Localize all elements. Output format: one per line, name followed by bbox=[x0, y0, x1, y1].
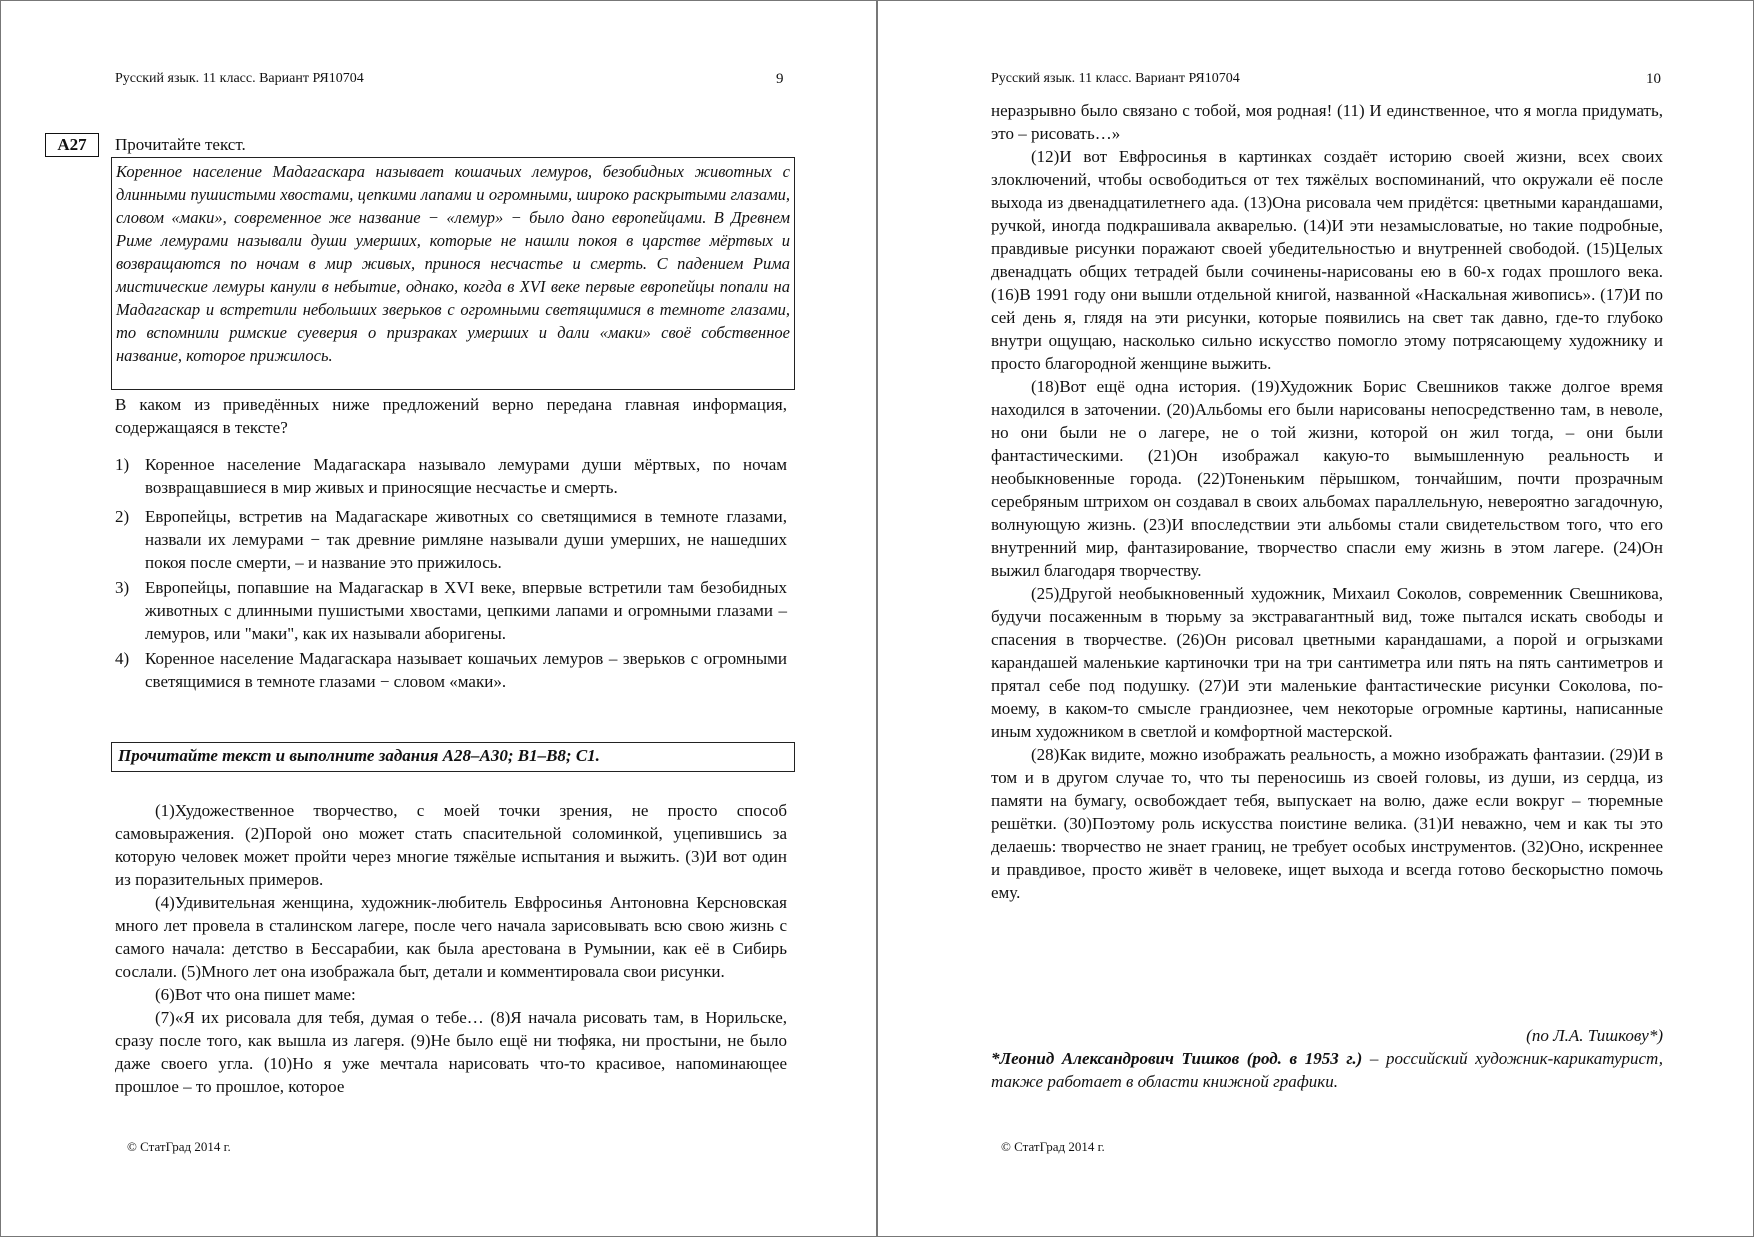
answer-option[interactable] bbox=[115, 505, 787, 574]
page-number: 9 bbox=[776, 71, 784, 87]
paragraph: (1)Художественное творчество, с моей точки зрения, не просто способ самовыражения. (2)Порой оно может стать спасительной соломинкой, уцепившись за которую человек может пройти через многие тяжёлые испытания и выжить. (3)И вот один из поразительных примеров. bbox=[115, 801, 787, 889]
paragraph: (25)Другой необыкновенный художник, Михаил Соколов, современник Свешникова, будучи посаженным в тюрьму за экстравагантный вид, тоже пытался искать свободы и спасения в творчестве. (26)Он рисовал цветными карандашами, а порой и огрызками карандашей маленькие картиночки три на три сантиметра или пять на пять сантиметров и прятал себе под подушку. (27)И эти маленькие фантастические рисунки Соколова, по-моему, в каком-то смысле грандиознее, чем некоторые огромные картины, написанные иным художником в светлой и комфортной мастерской. bbox=[991, 584, 1663, 741]
task-question: В каком из приведённых ниже предложений верно передана главная информация, содержащаяся в тексте? bbox=[115, 395, 787, 437]
author-footnote bbox=[991, 1047, 1663, 1093]
left-page bbox=[0, 0, 877, 1237]
answer-option[interactable] bbox=[115, 576, 787, 645]
option-number: 2) bbox=[115, 507, 130, 526]
instruction-box: Прочитайте текст и выполните задания А28–А30; B1–B8; С1. bbox=[111, 742, 795, 772]
footnote-author: *Леонид Александрович Тишков (род. в 1953 г.) bbox=[991, 1049, 1363, 1068]
footer: © СтатГрад 2014 г. bbox=[1001, 1139, 1105, 1154]
footnote-text: – российский художник-карикатурист, также работает в области книжной графики. bbox=[991, 1049, 1663, 1091]
source-signature: (по Л.А. Тишкову*) bbox=[1526, 1026, 1663, 1045]
task-label: А27 bbox=[45, 133, 99, 157]
header-title: Русский язык. 11 класс. Вариант РЯ10704 bbox=[991, 71, 1240, 86]
header-title: Русский язык. 11 класс. Вариант РЯ10704 bbox=[115, 71, 364, 86]
page-number: 10 bbox=[1646, 71, 1661, 87]
answer-option[interactable] bbox=[115, 647, 787, 693]
task-instruction: Прочитайте текст. bbox=[115, 135, 246, 154]
right-page bbox=[877, 0, 1754, 1237]
answer-option[interactable] bbox=[115, 453, 787, 499]
footer: © СтатГрад 2014 г. bbox=[127, 1139, 231, 1154]
option-text: Европейцы, попавшие на Мадагаскар в XVI веке, впервые встретили там безобидных животных с длинными пушистыми хвостами, цепкими лапами и огромными глазами – лемуров, или "маки", как их называли аборигены. bbox=[145, 578, 787, 643]
paragraph: (12)И вот Евфросинья в картинках создаёт историю своей жизни, всех своих злоключений, чтобы освободиться от тех тяжёлых воспоминаний, что окружали её после выхода из двенадцатилетнего ада. (13)Она рисовала чем придётся: цветными карандашами, ручкой, иногда подкрашивала акварелью. (14)И эти незамысловатые, но такие подробные, правдивые рисунки поражают своей убедительностью и внутренней свободой. (15)Целых двенадцать общих тетрадей были сочинены-нарисованы ею в 60-х годах прошлого века. (16)В 1991 году они вышли отдельной книгой, названной «Наскальная живопись». (17)И по сей день я, глядя на эти рисунки, которые появились на свет так давно, где-то глубоко внутри ощущаю, насколько сильно искусство помогло этому потрясающему художнику и просто благородной женщине выжить. bbox=[991, 147, 1663, 373]
option-text: Европейцы, встретив на Мадагаскаре животных со светящимися в темноте глазами, назвали их лемурами − так древние римляне называли души умерших, не нашедших покоя после смерти, – и название это прижилось. bbox=[145, 507, 787, 572]
page-header bbox=[878, 71, 1753, 91]
main-text-right bbox=[991, 99, 1663, 904]
page-header bbox=[1, 71, 876, 91]
paragraph: (7)«Я их рисовала для тебя, думая о тебе… (8)Я начала рисовать там, в Норильске, сразу после того, как вышла из лагеря. (9)Не было ещё ни тюфяка, ни простыни, не было даже своего угла. (10)Но я уже мечтала нарисовать что-то красивое, напоминающее прошлое – то прошлое, которое bbox=[115, 1008, 787, 1096]
paragraph: (4)Удивительная женщина, художник-любитель Евфросинья Антоновна Керсновская много лет провела в сталинском лагере, после чего начала зарисовывать всю свою жизнь с самого начала: детство в Бессарабии, как была арестована в Румынии, как её в Сибирь сослали. (5)Много лет она изображала быт, детали и комментировала свои рисунки. bbox=[115, 893, 787, 981]
paragraph: (6)Вот что она пишет маме: bbox=[155, 985, 356, 1004]
option-text: Коренное население Мадагаскара называло лемурами души мёртвых, по ночам возвращавшиеся в мир живых и приносящие несчастье и смерть. bbox=[145, 455, 787, 497]
main-text-left bbox=[115, 799, 787, 1098]
option-number: 3) bbox=[115, 578, 130, 597]
paragraph-continuation: неразрывно было связано с тобой, моя родная! (11) И единственное, что я могла придумать, это – рисовать…» bbox=[991, 101, 1663, 143]
paragraph: (18)Вот ещё одна история. (19)Художник Борис Свешников также долгое время находился в заточении. (20)Альбомы его были нарисованы непосредственно там, в неволе, но они были не о лагере, не о той жизни, которой он жил тогда, – они были фантастическими. (21)Он изображал какую-то вымышленную реальность и необыкновенные города. (22)Тоненьким пёрышком, тончайшим, почти прозрачным серебряным штрихом он создавал в своих альбомах параллельную, невероятно загадочную, волнующую жизнь. (23)И впоследствии эти альбомы стали свидетельством того, что его внутренний мир, фантазирование, творчество спасли ему жизнь в этом лагере. (24)Он выжил благодаря творчеству. bbox=[991, 377, 1663, 580]
option-text: Коренное население Мадагаскара называет кошачьих лемуров – зверьков с огромными светящимися в темноте глазами − словом «маки». bbox=[145, 649, 787, 691]
paragraph: (28)Как видите, можно изображать реальность, а можно изображать фантазии. (29)И в том и в другом случае то, что ты переносишь из своей головы, из души, из сердца, из памяти на бумагу, освобождает тебя, выпускает на волю, даже если вокруг – тюремные решётки. (30)Поэтому роль искусства поистине велика. (31)И неважно, чем и как ты это делаешь: творчество не знает границ, не требует особых инструментов. (32)Оно, искреннее и правдивое, просто живёт в человеке, ищет выхода и всегда готово бескорыстно помочь ему. bbox=[991, 745, 1663, 902]
boxed-text: Коренное население Мадагаскара называет кошачьих лемуров, безобидных животных с длинными пушистыми хвостами, цепкими лапами и огромными, широко раскрытыми глазами, словом «маки», современное же название − «лемур» − было дано европейцами. В Древнем Риме лемурами называли души умерших, которые не нашли покоя в царстве мёртвых и возвращаются по ночам в мир живых, принося несчастье и смерть. С падением Рима мистические лемуры канули в небытие, однако, когда в XVI веке первые европейцы попали на Мадагаскар и встретили небольших зверьков с огромными светящимися в темноте глазами, то вспомнили римские суеверия о призраках умерших и дали «маки» своё собственное название, которое прижилось. bbox=[111, 157, 795, 390]
answer-options bbox=[115, 453, 787, 695]
option-number: 4) bbox=[115, 649, 130, 668]
option-number: 1) bbox=[115, 455, 130, 474]
